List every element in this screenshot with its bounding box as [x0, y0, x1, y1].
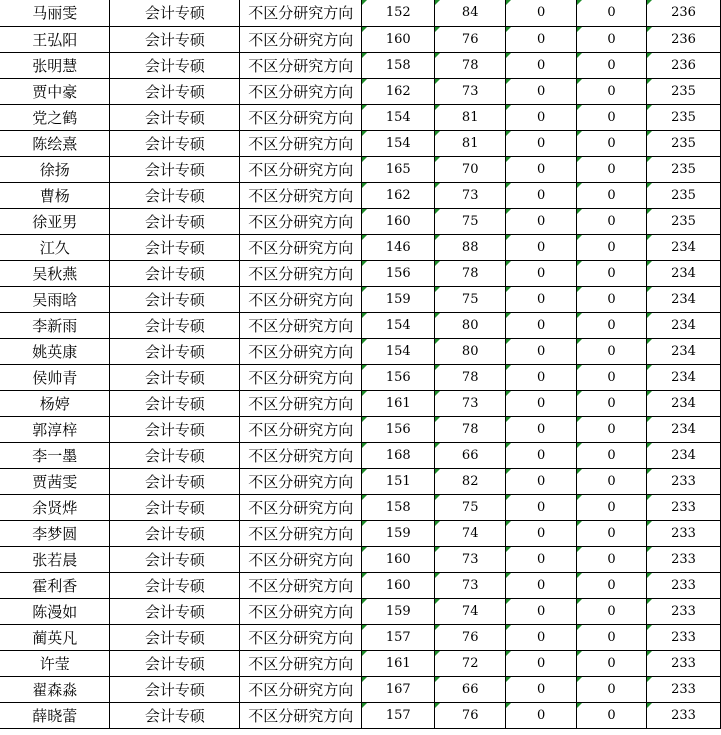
total-cell[interactable]: 233 [647, 650, 721, 676]
table-row [0, 650, 721, 676]
direction-cell[interactable]: 不区分研究方向 [240, 104, 362, 130]
score-cell[interactable]: 0 [506, 0, 577, 26]
direction-cell[interactable]: 不区分研究方向 [240, 364, 362, 390]
score-cell[interactable]: 0 [506, 182, 577, 208]
table-row [0, 494, 721, 520]
score-cell[interactable]: 82 [435, 468, 506, 494]
total-cell[interactable]: 236 [647, 52, 721, 78]
score-cell[interactable]: 0 [506, 130, 577, 156]
table-row [0, 598, 721, 624]
score-cell[interactable]: 0 [506, 364, 577, 390]
score-cell[interactable]: 146 [362, 234, 435, 260]
total-cell[interactable]: 233 [647, 520, 721, 546]
major-cell[interactable]: 会计专硕 [110, 624, 240, 650]
score-cell[interactable]: 0 [506, 598, 577, 624]
score-cell[interactable]: 0 [506, 234, 577, 260]
score-cell[interactable]: 0 [577, 546, 647, 572]
name-cell[interactable]: 郭淳梓 [0, 416, 110, 442]
score-cell[interactable]: 168 [362, 442, 435, 468]
score-cell[interactable]: 73 [435, 390, 506, 416]
table-row [0, 364, 721, 390]
table-row [0, 546, 721, 572]
direction-cell[interactable]: 不区分研究方向 [240, 442, 362, 468]
total-cell[interactable]: 235 [647, 78, 721, 104]
score-cell[interactable]: 0 [577, 338, 647, 364]
score-cell[interactable]: 76 [435, 702, 506, 728]
score-cell[interactable]: 0 [506, 650, 577, 676]
table-row [0, 468, 721, 494]
score-cell[interactable]: 0 [506, 260, 577, 286]
major-cell[interactable]: 会计专硕 [110, 702, 240, 728]
table-row [0, 156, 721, 182]
table-row [0, 520, 721, 546]
score-cell[interactable]: 158 [362, 494, 435, 520]
score-cell[interactable]: 73 [435, 78, 506, 104]
score-cell[interactable]: 161 [362, 390, 435, 416]
score-cell[interactable]: 81 [435, 130, 506, 156]
score-cell[interactable]: 0 [506, 78, 577, 104]
score-cell[interactable]: 76 [435, 26, 506, 52]
name-cell[interactable]: 王弘阳 [0, 26, 110, 52]
table-row [0, 702, 721, 728]
table-row [0, 26, 721, 52]
score-cell[interactable]: 0 [577, 52, 647, 78]
score-cell[interactable]: 72 [435, 650, 506, 676]
major-cell[interactable]: 会计专硕 [110, 494, 240, 520]
major-cell[interactable]: 会计专硕 [110, 78, 240, 104]
score-cell[interactable]: 78 [435, 364, 506, 390]
score-cell[interactable]: 156 [362, 364, 435, 390]
score-cell[interactable]: 0 [577, 676, 647, 702]
score-cell[interactable]: 159 [362, 286, 435, 312]
total-cell[interactable]: 235 [647, 130, 721, 156]
score-cell[interactable]: 0 [577, 390, 647, 416]
total-cell[interactable]: 234 [647, 390, 721, 416]
table-row [0, 416, 721, 442]
major-cell[interactable]: 会计专硕 [110, 468, 240, 494]
major-cell[interactable]: 会计专硕 [110, 26, 240, 52]
score-cell[interactable]: 0 [577, 468, 647, 494]
score-cell[interactable]: 0 [577, 260, 647, 286]
score-cell[interactable]: 0 [506, 156, 577, 182]
score-cell[interactable]: 0 [577, 416, 647, 442]
name-cell[interactable]: 曹杨 [0, 182, 110, 208]
direction-cell[interactable]: 不区分研究方向 [240, 130, 362, 156]
score-cell[interactable]: 0 [506, 208, 577, 234]
score-cell[interactable]: 81 [435, 104, 506, 130]
table-row [0, 130, 721, 156]
score-cell[interactable]: 0 [506, 676, 577, 702]
score-cell[interactable]: 0 [506, 546, 577, 572]
score-cell[interactable]: 0 [506, 286, 577, 312]
score-cell[interactable]: 0 [506, 416, 577, 442]
major-cell[interactable]: 会计专硕 [110, 156, 240, 182]
table-row [0, 390, 721, 416]
direction-cell[interactable]: 不区分研究方向 [240, 286, 362, 312]
score-cell[interactable]: 0 [577, 494, 647, 520]
score-cell[interactable]: 0 [577, 598, 647, 624]
score-cell[interactable]: 157 [362, 624, 435, 650]
score-cell[interactable]: 157 [362, 702, 435, 728]
name-cell[interactable]: 江久 [0, 234, 110, 260]
name-cell[interactable]: 贾茜雯 [0, 468, 110, 494]
score-cell[interactable]: 0 [577, 234, 647, 260]
score-cell[interactable]: 76 [435, 624, 506, 650]
score-cell[interactable]: 0 [577, 0, 647, 26]
score-cell[interactable]: 0 [506, 104, 577, 130]
score-cell[interactable]: 160 [362, 208, 435, 234]
name-cell[interactable]: 吴雨晗 [0, 286, 110, 312]
score-cell[interactable]: 0 [577, 78, 647, 104]
total-cell[interactable]: 234 [647, 286, 721, 312]
direction-cell[interactable]: 不区分研究方向 [240, 468, 362, 494]
total-cell[interactable]: 234 [647, 260, 721, 286]
score-cell[interactable]: 0 [577, 26, 647, 52]
major-cell[interactable]: 会计专硕 [110, 364, 240, 390]
direction-cell[interactable]: 不区分研究方向 [240, 182, 362, 208]
name-cell[interactable]: 侯帅青 [0, 364, 110, 390]
score-cell[interactable]: 160 [362, 26, 435, 52]
total-cell[interactable]: 236 [647, 0, 721, 26]
table-row [0, 572, 721, 598]
major-cell[interactable]: 会计专硕 [110, 520, 240, 546]
table-row [0, 234, 721, 260]
table-row [0, 78, 721, 104]
score-cell[interactable]: 0 [577, 182, 647, 208]
table-row [0, 338, 721, 364]
direction-cell[interactable]: 不区分研究方向 [240, 156, 362, 182]
major-cell[interactable]: 会计专硕 [110, 0, 240, 26]
name-cell[interactable]: 张若晨 [0, 546, 110, 572]
score-cell[interactable]: 0 [506, 312, 577, 338]
direction-cell[interactable]: 不区分研究方向 [240, 702, 362, 728]
score-cell[interactable]: 75 [435, 208, 506, 234]
name-cell[interactable]: 吴秋燕 [0, 260, 110, 286]
score-cell[interactable]: 156 [362, 416, 435, 442]
score-cell[interactable]: 78 [435, 416, 506, 442]
total-cell[interactable]: 233 [647, 546, 721, 572]
score-cell[interactable]: 0 [577, 520, 647, 546]
major-cell[interactable]: 会计专硕 [110, 286, 240, 312]
name-cell[interactable]: 陈漫如 [0, 598, 110, 624]
score-cell[interactable]: 0 [506, 52, 577, 78]
table-row [0, 208, 721, 234]
score-cell[interactable]: 0 [577, 650, 647, 676]
direction-cell[interactable]: 不区分研究方向 [240, 26, 362, 52]
total-cell[interactable]: 234 [647, 312, 721, 338]
score-cell[interactable]: 0 [506, 572, 577, 598]
score-cell[interactable]: 74 [435, 598, 506, 624]
total-cell[interactable]: 235 [647, 104, 721, 130]
total-cell[interactable]: 234 [647, 364, 721, 390]
name-cell[interactable]: 陈绘熹 [0, 130, 110, 156]
major-cell[interactable]: 会计专硕 [110, 338, 240, 364]
score-cell[interactable]: 156 [362, 260, 435, 286]
score-cell[interactable]: 158 [362, 52, 435, 78]
direction-cell[interactable]: 不区分研究方向 [240, 624, 362, 650]
score-cell[interactable]: 0 [506, 442, 577, 468]
major-cell[interactable]: 会计专硕 [110, 182, 240, 208]
total-cell[interactable]: 233 [647, 494, 721, 520]
direction-cell[interactable]: 不区分研究方向 [240, 390, 362, 416]
direction-cell[interactable]: 不区分研究方向 [240, 260, 362, 286]
score-cell[interactable]: 0 [577, 156, 647, 182]
score-cell[interactable]: 0 [506, 338, 577, 364]
score-cell[interactable]: 73 [435, 546, 506, 572]
score-cell[interactable]: 88 [435, 234, 506, 260]
direction-cell[interactable]: 不区分研究方向 [240, 598, 362, 624]
major-cell[interactable]: 会计专硕 [110, 130, 240, 156]
direction-cell[interactable]: 不区分研究方向 [240, 520, 362, 546]
score-cell[interactable]: 70 [435, 156, 506, 182]
score-cell[interactable]: 151 [362, 468, 435, 494]
name-cell[interactable]: 许莹 [0, 650, 110, 676]
total-cell[interactable]: 233 [647, 676, 721, 702]
score-cell[interactable]: 160 [362, 572, 435, 598]
table-row [0, 442, 721, 468]
major-cell[interactable]: 会计专硕 [110, 260, 240, 286]
direction-cell[interactable]: 不区分研究方向 [240, 416, 362, 442]
score-cell[interactable]: 154 [362, 104, 435, 130]
score-cell[interactable]: 0 [577, 702, 647, 728]
name-cell[interactable]: 贾中豪 [0, 78, 110, 104]
score-cell[interactable]: 0 [577, 624, 647, 650]
score-cell[interactable]: 162 [362, 182, 435, 208]
table-row [0, 676, 721, 702]
score-cell[interactable]: 78 [435, 52, 506, 78]
score-cell[interactable]: 154 [362, 312, 435, 338]
score-cell[interactable]: 0 [577, 572, 647, 598]
table-row [0, 260, 721, 286]
score-cell[interactable]: 0 [577, 312, 647, 338]
score-cell[interactable]: 154 [362, 338, 435, 364]
major-cell[interactable]: 会计专硕 [110, 52, 240, 78]
score-cell[interactable]: 165 [362, 156, 435, 182]
major-cell[interactable]: 会计专硕 [110, 416, 240, 442]
score-cell[interactable]: 80 [435, 312, 506, 338]
score-cell[interactable]: 73 [435, 572, 506, 598]
table-row [0, 624, 721, 650]
score-cell[interactable]: 159 [362, 598, 435, 624]
major-cell[interactable]: 会计专硕 [110, 650, 240, 676]
score-cell[interactable]: 162 [362, 78, 435, 104]
score-cell[interactable]: 0 [506, 494, 577, 520]
total-cell[interactable]: 234 [647, 416, 721, 442]
score-cell[interactable]: 84 [435, 0, 506, 26]
name-cell[interactable]: 张明慧 [0, 52, 110, 78]
score-cell[interactable]: 0 [506, 390, 577, 416]
name-cell[interactable]: 余贤烨 [0, 494, 110, 520]
name-cell[interactable]: 李梦圆 [0, 520, 110, 546]
major-cell[interactable]: 会计专硕 [110, 442, 240, 468]
direction-cell[interactable]: 不区分研究方向 [240, 676, 362, 702]
score-cell[interactable]: 75 [435, 286, 506, 312]
score-cell[interactable]: 159 [362, 520, 435, 546]
score-cell[interactable]: 0 [577, 442, 647, 468]
direction-cell[interactable]: 不区分研究方向 [240, 312, 362, 338]
score-cell[interactable]: 0 [506, 624, 577, 650]
total-cell[interactable]: 233 [647, 598, 721, 624]
score-cell[interactable]: 161 [362, 650, 435, 676]
name-cell[interactable]: 徐扬 [0, 156, 110, 182]
total-cell[interactable]: 234 [647, 442, 721, 468]
name-cell[interactable]: 薛晓蕾 [0, 702, 110, 728]
total-cell[interactable]: 234 [647, 234, 721, 260]
direction-cell[interactable]: 不区分研究方向 [240, 52, 362, 78]
name-cell[interactable]: 徐亚男 [0, 208, 110, 234]
score-cell[interactable]: 154 [362, 130, 435, 156]
direction-cell[interactable]: 不区分研究方向 [240, 546, 362, 572]
name-cell[interactable]: 霍利香 [0, 572, 110, 598]
total-cell[interactable]: 233 [647, 702, 721, 728]
table-row [0, 286, 721, 312]
total-cell[interactable]: 235 [647, 208, 721, 234]
score-cell[interactable]: 66 [435, 442, 506, 468]
direction-cell[interactable]: 不区分研究方向 [240, 338, 362, 364]
table-row [0, 0, 721, 26]
name-cell[interactable]: 翟森淼 [0, 676, 110, 702]
total-cell[interactable]: 235 [647, 182, 721, 208]
score-cell[interactable]: 0 [577, 104, 647, 130]
major-cell[interactable]: 会计专硕 [110, 104, 240, 130]
table-row [0, 52, 721, 78]
major-cell[interactable]: 会计专硕 [110, 208, 240, 234]
direction-cell[interactable]: 不区分研究方向 [240, 78, 362, 104]
table-row [0, 104, 721, 130]
name-cell[interactable]: 李一墨 [0, 442, 110, 468]
score-cell[interactable]: 0 [577, 364, 647, 390]
score-cell[interactable]: 0 [577, 130, 647, 156]
score-cell[interactable]: 0 [506, 702, 577, 728]
major-cell[interactable]: 会计专硕 [110, 572, 240, 598]
score-cell[interactable]: 0 [577, 286, 647, 312]
total-cell[interactable]: 233 [647, 624, 721, 650]
score-cell[interactable]: 0 [506, 520, 577, 546]
total-cell[interactable]: 235 [647, 156, 721, 182]
score-cell[interactable]: 66 [435, 676, 506, 702]
major-cell[interactable]: 会计专硕 [110, 390, 240, 416]
major-cell[interactable]: 会计专硕 [110, 546, 240, 572]
name-cell[interactable]: 李新雨 [0, 312, 110, 338]
direction-cell[interactable]: 不区分研究方向 [240, 572, 362, 598]
total-cell[interactable]: 234 [647, 338, 721, 364]
name-cell[interactable]: 党之鹤 [0, 104, 110, 130]
total-cell[interactable]: 236 [647, 26, 721, 52]
direction-cell[interactable]: 不区分研究方向 [240, 208, 362, 234]
score-cell[interactable]: 0 [506, 26, 577, 52]
major-cell[interactable]: 会计专硕 [110, 676, 240, 702]
direction-cell[interactable]: 不区分研究方向 [240, 494, 362, 520]
table-row [0, 312, 721, 338]
direction-cell[interactable]: 不区分研究方向 [240, 650, 362, 676]
score-cell[interactable]: 160 [362, 546, 435, 572]
direction-cell[interactable]: 不区分研究方向 [240, 0, 362, 26]
direction-cell[interactable]: 不区分研究方向 [240, 234, 362, 260]
major-cell[interactable]: 会计专硕 [110, 234, 240, 260]
score-cell[interactable]: 0 [506, 468, 577, 494]
score-cell[interactable]: 167 [362, 676, 435, 702]
major-cell[interactable]: 会计专硕 [110, 598, 240, 624]
score-cell[interactable]: 73 [435, 182, 506, 208]
name-cell[interactable]: 杨婷 [0, 390, 110, 416]
name-cell[interactable]: 姚英康 [0, 338, 110, 364]
major-cell[interactable]: 会计专硕 [110, 312, 240, 338]
score-cell[interactable]: 75 [435, 494, 506, 520]
score-cell[interactable]: 0 [577, 208, 647, 234]
score-cell[interactable]: 78 [435, 260, 506, 286]
name-cell[interactable]: 马丽雯 [0, 0, 110, 26]
score-cell[interactable]: 74 [435, 520, 506, 546]
total-cell[interactable]: 233 [647, 468, 721, 494]
name-cell[interactable]: 蔺英凡 [0, 624, 110, 650]
total-cell[interactable]: 233 [647, 572, 721, 598]
score-cell[interactable]: 152 [362, 0, 435, 26]
score-cell[interactable]: 80 [435, 338, 506, 364]
table-row [0, 182, 721, 208]
